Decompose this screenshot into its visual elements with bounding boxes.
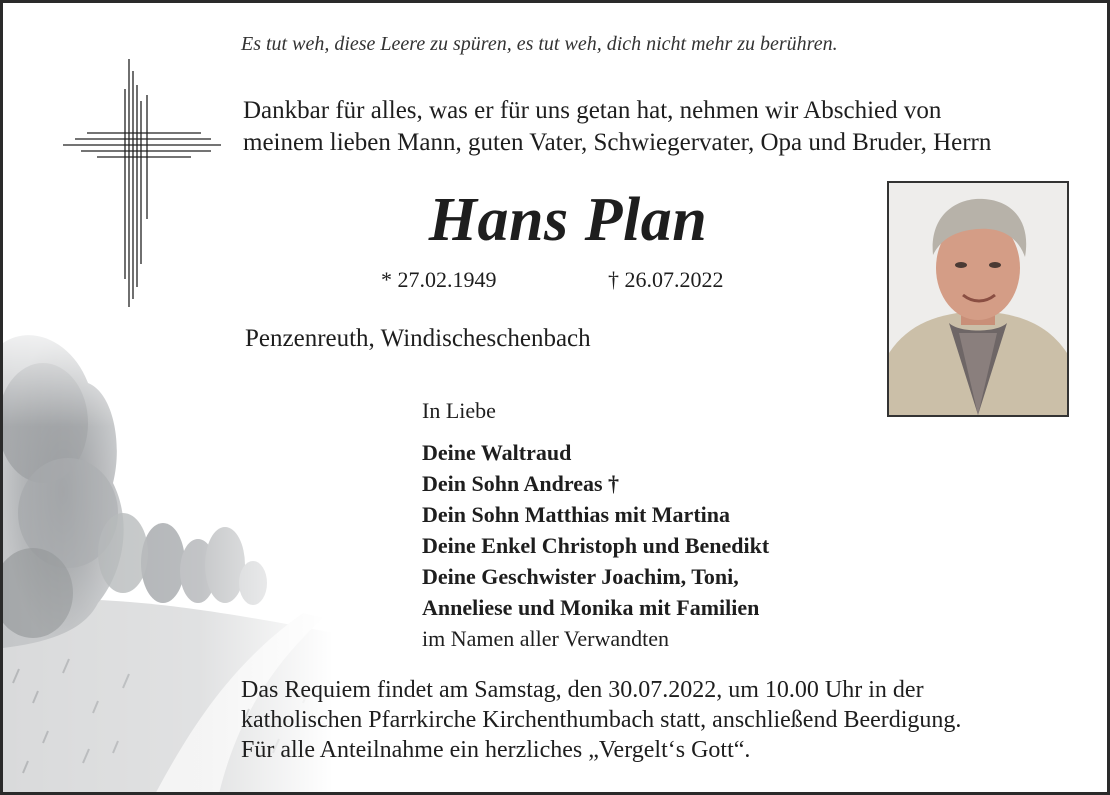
portrait-illustration [889,183,1067,415]
mourner-line: Dein Sohn Andreas † [422,471,620,496]
requiem-line: katholischen Pfarrkirche Kirchenthumbach statt, anschließend Beerdigung. [241,707,962,733]
mourner-line: Deine Waltraud [422,440,572,465]
memorial-quote: Es tut weh, diese Leere zu spüren, es tut weh, dich nicht mehr zu berühren. [241,33,838,55]
intro-line: meinem lieben Mann, guten Vater, Schwiegervater, Opa und Bruder, Herrn [243,129,992,156]
mourners-list [422,437,769,654]
intro-line: Dankbar für alles, was er für uns getan hat, nehmen wir Abschied von [243,97,942,124]
mourner-line: Anneliese und Monika mit Familien [422,595,760,620]
in-love-label: In Liebe [422,398,496,423]
residence: Penzenreuth, Windischeschenbach [245,325,591,352]
relatives-line: im Namen aller Verwandten [422,626,670,651]
requiem-line: Für alle Anteilnahme ein herzliches „Vergelt‘s Gott“. [241,737,751,763]
birth-date: * 27.02.1949 [381,267,497,292]
cross-icon [61,59,226,309]
mourner-line: Deine Geschwister Joachim, Toni, [422,564,739,589]
portrait-photo [887,181,1069,417]
mourner-line: Deine Enkel Christoph und Benedikt [422,533,770,558]
requiem-info [241,675,961,765]
deceased-name: Hans Plan [428,186,708,254]
death-date: † 26.07.2022 [608,267,724,292]
mourner-line: Dein Sohn Matthias mit Martina [422,502,730,527]
requiem-line: Das Requiem findet am Samstag, den 30.07.2022, um 10.00 Uhr in der [241,677,924,703]
intro-text [243,95,991,159]
